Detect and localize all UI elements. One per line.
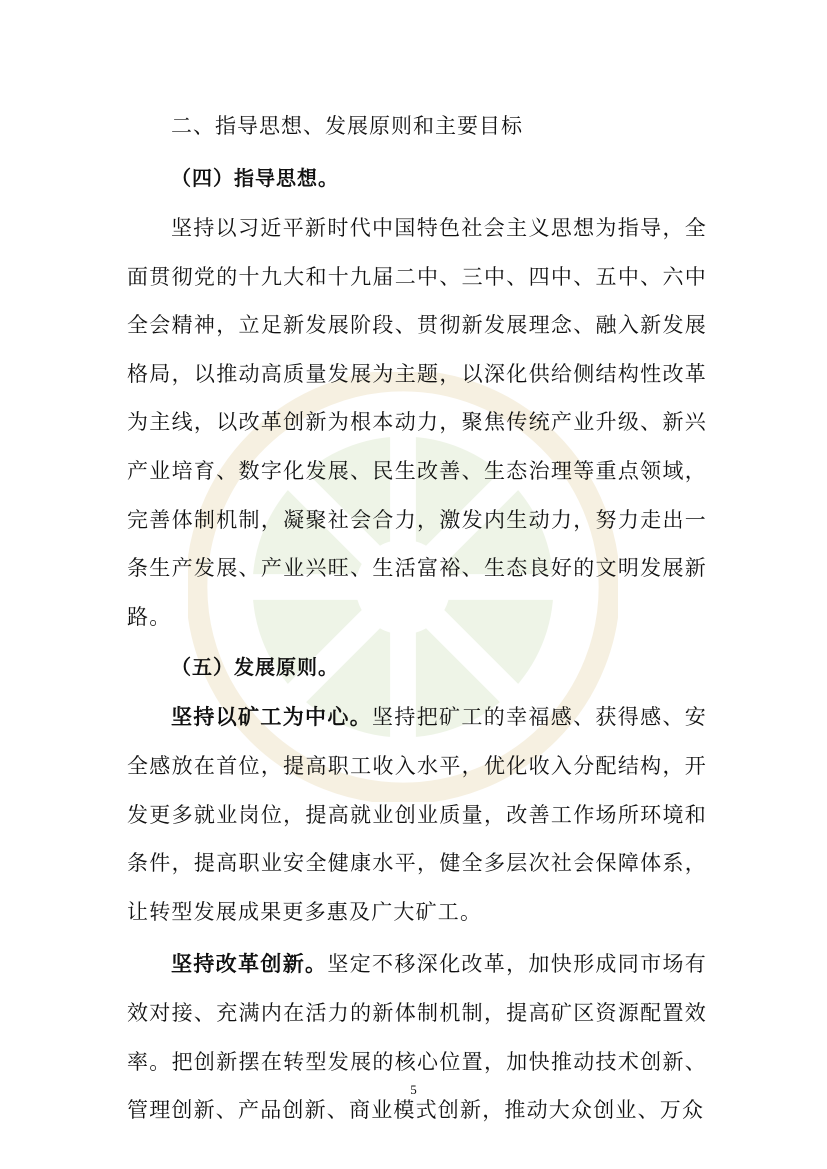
principle-paragraph xyxy=(127,940,707,1134)
principle-text: 坚持把矿工的幸福感、获得感、安全感放在首位，提高职工收入水平，优化收入分配结构，开发更多就业岗位，提高就业创业质量，改善工作场所环境和条件，提高职业安全健康水平，健全多层次社会保障体系，让转型发展成果更多惠及广大矿工。 xyxy=(127,705,707,924)
principles-heading: （五）发展原则。 xyxy=(171,655,339,680)
guiding-thought-heading: （四）指导思想。 xyxy=(171,166,339,190)
principle-title: 坚持改革创新。 xyxy=(171,952,328,977)
principle-title: 坚持以矿工为中心。 xyxy=(171,705,373,730)
page-number: 5 xyxy=(410,1082,417,1097)
section-heading: 二、指导思想、发展原则和主要目标 xyxy=(171,114,523,138)
principle-paragraph xyxy=(127,693,707,936)
principle-text: 坚定不移深化改革，加快形成同市场有效对接、充满内在活力的新体制机制，提高矿区资源配置效率。把创新摆在转型发展的核心位置，加快推动技术创新、管理创新、产品创新、商业模式创新，推动大众创业、万众 xyxy=(127,952,707,1123)
document-body xyxy=(127,100,707,1135)
guiding-thought-paragraph: 坚持以习近平新时代中国特色社会主义思想为指导，全面贯彻党的十九大和十九届二中、三中、四中、五中、六中全会精神，立足新发展阶段、贯彻新发展理念、融入新发展格局，以推动高质量发展为主题，以深化供给侧结构性改革为主线，以改革创新为根本动力，聚焦传统产业升级、新兴产业培育、数字化发展、民生改善、生态治理等重点领域，完善体制机制，凝聚社会合力，激发内生动力，努力走出一条生产发展、产业兴旺、生活富裕、生态良好的文明发展新路。 xyxy=(127,216,707,629)
